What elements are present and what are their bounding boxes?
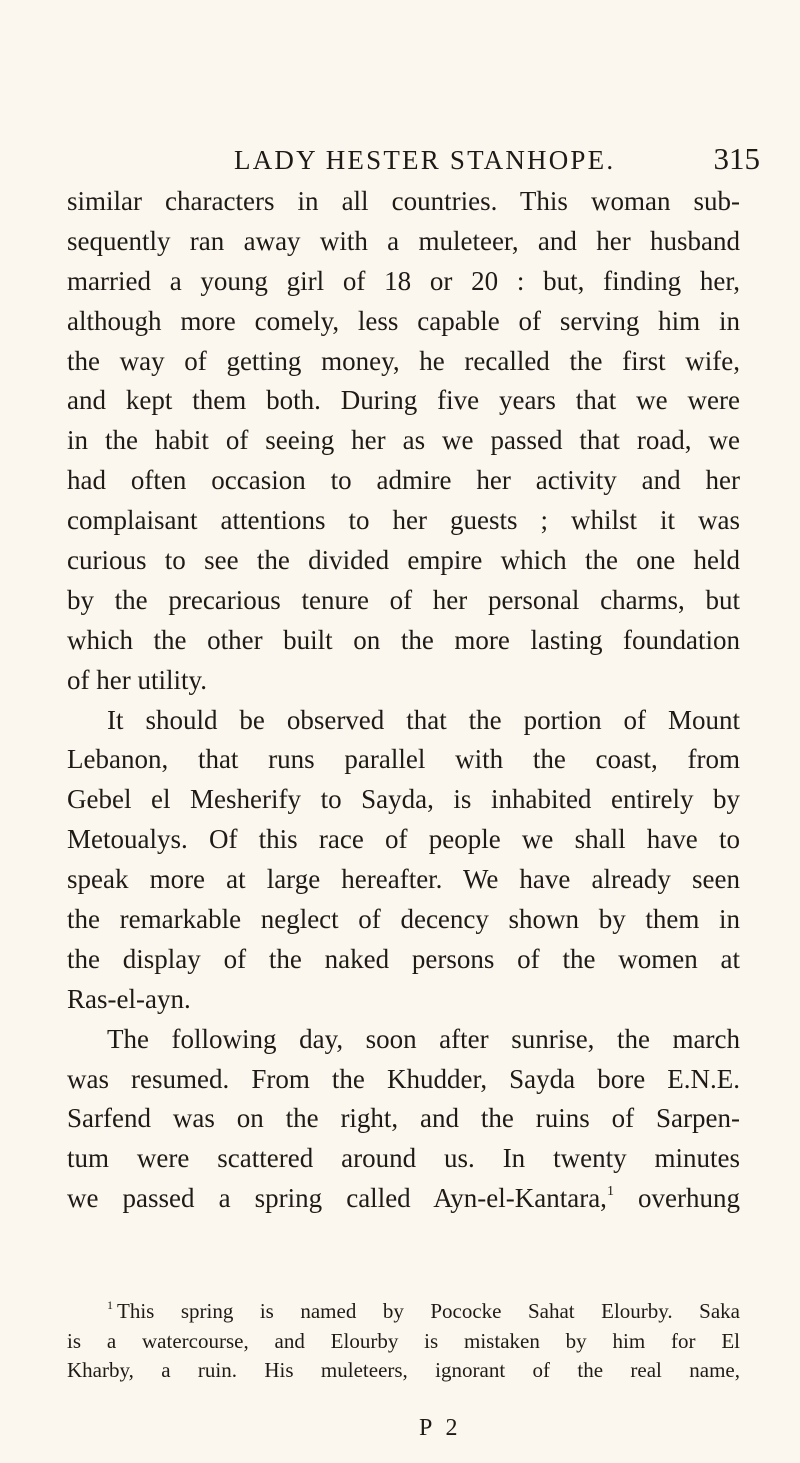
footnote-line xyxy=(67,1297,740,1327)
text-fragment: overhung xyxy=(613,1183,740,1214)
text-line: was resumed. From the Khudder, Sayda bore E.N.E. xyxy=(67,1063,740,1094)
text-line: the remarkable neglect of decency shown by them in xyxy=(67,904,740,935)
text-line: and kept them both. During five years that we were xyxy=(67,385,740,416)
footnote-reference: 1 xyxy=(606,1184,614,1200)
text-line: similar characters in all countries. This woman sub- xyxy=(67,186,740,216)
paragraph-start-line: The following day, soon after sunrise, the march xyxy=(107,1023,740,1054)
text-line: speak more at large hereafter. We have already seen xyxy=(67,864,740,895)
text-line: Gebel el Mesherify to Sayda, is inhabited entirely by xyxy=(67,784,740,815)
running-head xyxy=(60,141,760,181)
text-line: sequently ran away with a muleteer, and her husband xyxy=(67,225,740,256)
text-line: Lebanon, that runs parallel with the coast, from xyxy=(67,744,740,775)
page-number: 315 xyxy=(713,141,760,176)
signature-mark: P 2 xyxy=(419,1415,462,1441)
text-line: by the precarious tenure of her personal charms, but xyxy=(67,584,740,615)
text-line: complaisant attentions to her guests ; whilst it was xyxy=(67,505,740,536)
text-line: married a young girl of 18 or 20 : but, finding her, xyxy=(67,265,740,296)
text-line: the display of the naked persons of the women at xyxy=(67,943,740,974)
text-line: in the habit of seeing her as we passed that road, we xyxy=(67,425,740,456)
body-text xyxy=(67,182,740,1219)
footnote-line: is a watercourse, and Elourby is mistaken by him for El xyxy=(67,1328,740,1353)
footnotes xyxy=(67,1297,740,1386)
text-line: although more comely, less capable of serving him in xyxy=(67,305,740,336)
text-fragment: we passed a spring called Ayn-el-Kantara, xyxy=(67,1183,607,1214)
text-line: the way of getting money, he recalled the first wife, xyxy=(67,345,740,376)
footnote-text: This spring is named by Pococke Sahat Elourby. Saka xyxy=(117,1299,740,1323)
text-line: had often occasion to admire her activity and her xyxy=(67,465,740,496)
text-line: curious to see the divided empire which the one held xyxy=(67,545,740,576)
paragraph-end-line: of her utility. xyxy=(67,664,207,695)
paragraph-end-line: Ras-el-ayn. xyxy=(67,983,191,1014)
paragraph-start-line: It should be observed that the portion of Mount xyxy=(107,704,740,735)
text-line: Metoualys. Of this race of people we shall have to xyxy=(67,824,740,855)
running-title: LADY HESTER STANHOPE. xyxy=(234,145,616,175)
text-line-with-footnote-ref xyxy=(67,1179,740,1219)
text-line: which the other built on the more lasting foundation xyxy=(67,624,740,655)
text-line: Sarfend was on the right, and the ruins of Sarpen- xyxy=(67,1103,740,1134)
footnote-marker: 1 xyxy=(107,1298,113,1312)
footnote-line: Kharby, a ruin. His muleteers, ignorant of the real name, xyxy=(67,1358,740,1382)
text-line: tum were scattered around us. In twenty minutes xyxy=(67,1143,740,1174)
